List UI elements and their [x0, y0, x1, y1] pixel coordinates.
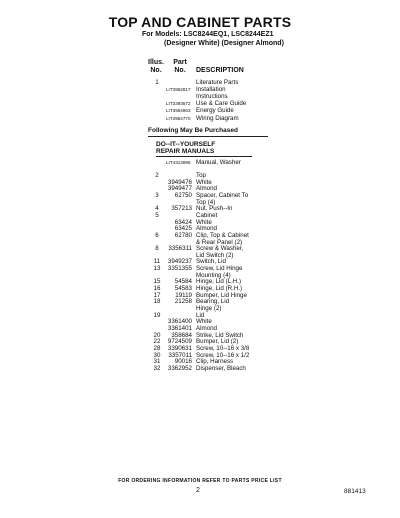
- illus-number: 11: [153, 258, 161, 266]
- section-diy-subtitle: REPAIR MANUALS: [156, 148, 215, 155]
- part-description: White: [196, 218, 212, 226]
- part-description: Screw, 10--16 x 1/2: [196, 351, 250, 359]
- models-line-2: (Designer White) (Designer Almond): [164, 39, 284, 47]
- part-description: Lid: [196, 311, 205, 319]
- part-number: LIT3954863: [166, 108, 191, 114]
- part-description: Almond: [196, 225, 217, 233]
- part-number: 3357011: [168, 351, 192, 359]
- part-number: 3351355: [167, 265, 192, 273]
- illus-number: 15: [153, 278, 161, 286]
- illus-number: 5: [155, 211, 159, 219]
- part-description: Top (4): [196, 198, 216, 206]
- part-description: Bumper, Lid Hinge: [196, 291, 247, 299]
- header-part-no-label: No.: [174, 67, 186, 74]
- part-number: LIT3952817: [166, 87, 191, 93]
- part-number: 19119: [175, 291, 192, 299]
- part-description: Strike, Lid Switch: [196, 331, 244, 339]
- part-description: Screw, 10--16 x 3/8: [196, 344, 250, 352]
- part-number: 3949477: [167, 185, 192, 193]
- part-number: 21258: [174, 298, 192, 306]
- part-description: Mounting (4): [196, 271, 231, 279]
- part-number: 3949237: [167, 258, 192, 266]
- part-number: 3356311: [168, 245, 192, 253]
- part-description: Screw & Washer,: [196, 245, 244, 253]
- part-description: Clip, Harness: [196, 358, 234, 366]
- part-description: White: [196, 318, 212, 326]
- part-description: Hinge, Lid (L.H.): [196, 278, 242, 286]
- page-number: 2: [196, 487, 200, 494]
- part-number: 63424: [174, 218, 192, 226]
- illus-number: 22: [153, 338, 161, 346]
- part-description: Clip, Top & Cabinet: [196, 231, 249, 239]
- part-number: 3362952: [167, 364, 192, 372]
- part-description: Installation: [196, 86, 226, 94]
- part-number: 54583: [174, 285, 192, 293]
- part-description: Instructions: [196, 93, 228, 101]
- header-description: DESCRIPTION: [196, 67, 244, 74]
- ordering-note: FOR ORDERING INFORMATION REFER TO PARTS PRICE LIST: [118, 478, 282, 484]
- part-number: 3949476: [167, 178, 192, 186]
- part-description: Nut, Push--In: [196, 205, 233, 213]
- part-number: 62780: [174, 231, 192, 239]
- illus-number: 31: [153, 358, 161, 366]
- part-number: 9724509: [167, 338, 192, 346]
- part-description: Hinge (2): [196, 305, 222, 312]
- illus-number: 16: [153, 285, 161, 293]
- illus-number: 28: [153, 344, 161, 352]
- illus-number: 17: [153, 291, 161, 299]
- part-description: Almond: [196, 185, 217, 193]
- part-description: Almond: [196, 324, 217, 332]
- part-description: Bumper, Lid (2): [196, 338, 239, 346]
- part-description: Literature Parts: [196, 79, 239, 86]
- part-description: White: [196, 178, 212, 186]
- part-description: Use & Care Guide: [196, 100, 247, 108]
- part-description: & Rear Panel (2): [196, 238, 243, 246]
- illus-number: 20: [153, 331, 161, 339]
- illus-number: 30: [153, 351, 161, 359]
- part-description: Spacer, Cabinet To: [196, 191, 249, 199]
- illus-number: 3: [155, 191, 159, 199]
- illus-number: 2: [155, 172, 159, 179]
- part-description: Lid Switch (2): [196, 251, 234, 259]
- illus-number: 18: [153, 298, 161, 306]
- part-number: 63425: [174, 225, 192, 233]
- section-following: Following May Be Purchased: [148, 127, 238, 134]
- part-description: Bearing, Lid: [196, 298, 230, 306]
- illus-number: 13: [153, 265, 161, 273]
- part-description: Switch, Lid: [196, 258, 226, 266]
- page-title: TOP AND CABINET PARTS: [108, 14, 292, 30]
- part-description: Energy Guide: [196, 107, 234, 115]
- part-description: Dispenser, Bleach: [196, 364, 246, 372]
- illus-number: 8: [155, 245, 159, 253]
- part-number: 62750: [174, 191, 192, 199]
- part-number: LIT3393572: [166, 101, 191, 107]
- part-description: Screw, Lid Hinge: [196, 265, 243, 273]
- part-description: Manual, Washer: [196, 159, 241, 166]
- part-number: 358684: [171, 331, 192, 339]
- header-part-label: Part: [173, 59, 187, 66]
- part-number: 3361401: [167, 324, 192, 332]
- illus-number: 1: [155, 79, 159, 86]
- part-description: Top: [196, 172, 206, 179]
- header-illus-no-label: No.: [150, 67, 162, 74]
- part-number: LIT3954770: [166, 115, 191, 121]
- document-number: 881413: [344, 488, 366, 495]
- part-description: Hinge, Lid (R.H.): [196, 285, 243, 293]
- models-line-1: For Models: LSC8244EQ1, LSC8244EZ1: [142, 31, 274, 38]
- part-description: Cabinet: [196, 211, 218, 219]
- illus-number: 32: [153, 364, 161, 372]
- part-number: 3390631: [167, 344, 192, 352]
- illus-number: 6: [155, 231, 159, 239]
- illus-number: 19: [153, 311, 161, 319]
- illus-number: 4: [155, 205, 159, 213]
- part-number: 90016: [174, 358, 192, 366]
- part-number: 357213: [171, 205, 192, 213]
- part-number: 3361400: [167, 318, 192, 326]
- part-number: LIT4313896: [166, 160, 191, 165]
- section-diy-title: DO--IT--YOURSELF: [156, 141, 216, 148]
- header-illus-label: Illus.: [148, 59, 164, 66]
- part-number: 54584: [174, 278, 192, 286]
- part-description: Wiring Diagram: [196, 114, 239, 122]
